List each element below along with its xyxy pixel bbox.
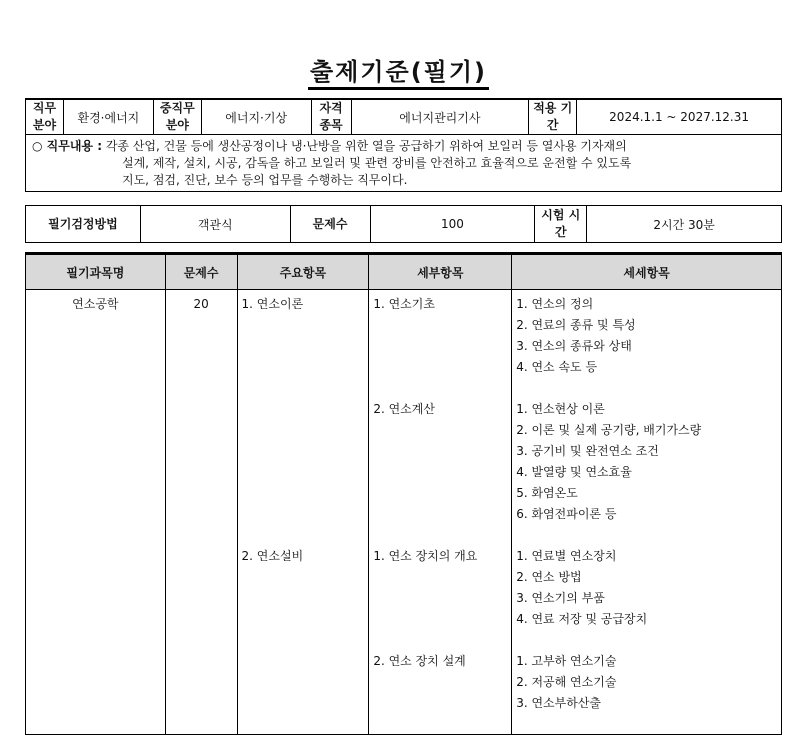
subdetail-item: 1. 고부하 연소기술: [516, 654, 617, 668]
subdetail-item: 2. 이론 및 실제 공기량, 배기가스량: [516, 423, 702, 437]
cert-label: 자격 종목: [311, 99, 351, 135]
sub-field-value: 에너지·기상: [201, 99, 311, 135]
detail-item-2: 2. 연소계산: [373, 402, 435, 416]
subject-question-count: 20: [165, 290, 237, 735]
subdetail-item-header: 세세항목: [512, 254, 782, 290]
exam-method-table: [25, 205, 782, 243]
exam-time-value: 2시간 30분: [587, 206, 782, 243]
period-value: 2024.1.1 ~ 2027.12.31: [577, 99, 782, 135]
detail-item-4: 2. 연소 장치 설계: [373, 654, 466, 668]
exam-method-label: 필기검정방법: [26, 206, 141, 243]
duty-heading: ○ 직무내용 :: [32, 139, 102, 153]
question-count-header: 문제수: [165, 254, 237, 290]
subdetail-item: 4. 연료 저장 및 공급장치: [516, 612, 648, 626]
subject-name: 연소공학: [26, 290, 166, 735]
subdetail-item: 3. 공기비 및 완전연소 조건: [516, 444, 659, 458]
subdetail-items: [512, 290, 782, 735]
sub-field-label: 중직무 분야: [153, 99, 201, 135]
job-field-value: 환경·에너지: [63, 99, 153, 135]
subject-table: [25, 252, 782, 735]
question-count-value: 100: [370, 206, 535, 243]
subdetail-item: 6. 화염전파이론 등: [516, 507, 617, 521]
detail-item-header: 세부항목: [369, 254, 512, 290]
subdetail-item: 4. 발열량 및 연소효율: [516, 465, 632, 479]
detail-items: [369, 290, 512, 735]
duty-line-1: 각종 산업, 건물 등에 생산공정이나 냉·난방을 위한 열을 공급하기 위하여 보일러 등 열사용 기자재의: [105, 139, 627, 153]
exam-method-value: 객관식: [140, 206, 290, 243]
cert-value: 에너지관리기사: [351, 99, 529, 135]
subdetail-item: 2. 연료의 종류 및 특성: [516, 318, 636, 332]
page-title: 출제기준(필기): [0, 52, 797, 87]
main-items: [237, 290, 369, 735]
duty-line-2: 설계, 제작, 설치, 시공, 감독을 하고 보일러 및 관련 장비를 안전하고 효율적으로 운전할 수 있도록: [122, 156, 632, 170]
subdetail-item: 3. 연소부하산출: [516, 696, 602, 710]
subdetail-item: 3. 연소기의 부품: [516, 591, 605, 605]
period-label: 적용 기간: [529, 99, 577, 135]
duty-line-3: 지도, 점검, 진단, 보수 등의 업무를 수행하는 직무이다.: [122, 173, 408, 187]
main-item-2: 2. 연소설비: [241, 549, 304, 563]
subdetail-item: 1. 연료별 연소장치: [516, 549, 617, 563]
main-item-header: 주요항목: [237, 254, 369, 290]
qualification-info-table: [25, 98, 782, 192]
job-field-label: 직무 분야: [26, 99, 64, 135]
subdetail-item: 2. 저공해 연소기술: [516, 675, 617, 689]
detail-item-3: 1. 연소 장치의 개요: [373, 549, 478, 563]
duty-description: [26, 135, 782, 192]
exam-time-label: 시험 시간: [535, 206, 587, 243]
subdetail-item: 1. 연소현상 이론: [516, 402, 605, 416]
subdetail-item: 4. 연소 속도 등: [516, 360, 598, 374]
main-item-1: 1. 연소이론: [241, 297, 304, 311]
detail-item-1: 1. 연소기초: [373, 297, 435, 311]
subdetail-item: 2. 연소 방법: [516, 570, 582, 584]
subdetail-item: 1. 연소의 정의: [516, 297, 594, 311]
subdetail-item: 5. 화염온도: [516, 486, 578, 500]
subdetail-item: 3. 연소의 종류와 상태: [516, 339, 632, 353]
subject-name-header: 필기과목명: [26, 254, 166, 290]
question-count-label: 문제수: [290, 206, 370, 243]
